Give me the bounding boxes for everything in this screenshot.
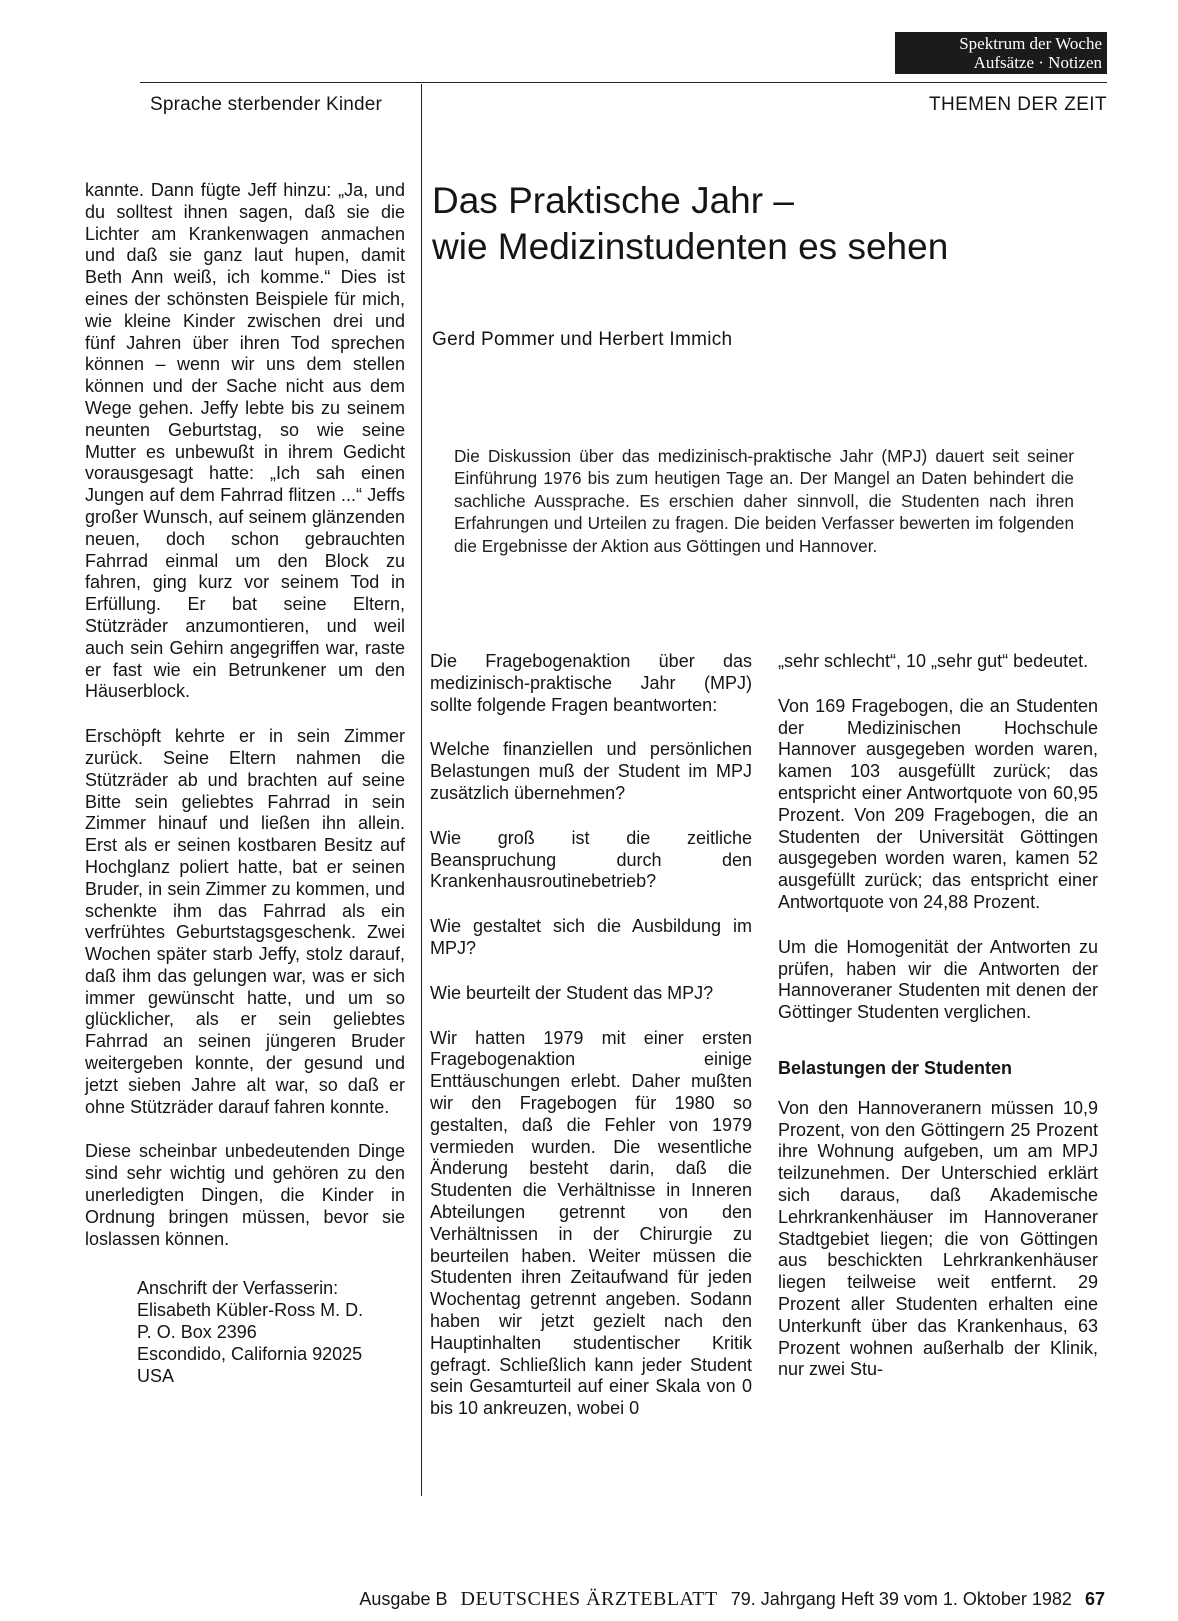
article-title [432,178,1102,270]
author-address [137,1278,405,1387]
paragraph: Diese scheinbar unbedeutenden Dinge sind sehr wichtig und gehören zu den unerledigten Dingen, die Kinder in Ordnung bringen müssen, bevor sie loslassen können. [85,1141,405,1249]
paragraph: Von den Hannoveranern müssen 10,9 Prozent, von den Göttingern 25 Prozent ihre Wohnung aufgeben, um am MPJ teilzunehmen. Der Unterschied erklärt sich daraus, daß Akademische Lehrkrankenhäuser im Hannoveraner Stadtgebiet liegen; die von Göttingen aus beschickten Lehrkrankenhäuser liegen teilweise weit entfernt. 29 Prozent aller Studenten erhalten eine Unterkunft über das Krankenhaus, 63 Prozent wohnen außerhalb der Klinik, nur zwei Stu- [778,1097,1098,1380]
paragraph: Welche finanziellen und persönlichen Belastungen muß der Student im MPJ zusätzlich übernehmen? [430,739,752,803]
page-number: 67 [1084,1589,1105,1609]
paragraph: Von 169 Fragebogen, die an Studenten der Medizinischen Hochschule Hannover ausgegeben worden waren, kamen 103 ausgefüllt zurück; das entspricht einer Antwortquote von 60,95 Prozent. Von 209 Fragebogen, die an Studenten der Universität Göttingen ausgegeben worden waren, kamen 52 ausgefüllt zurück; das entspricht einer Antwortquote von 24,88 Prozent. [778,695,1098,912]
running-head-left: Sprache sterbender Kinder [150,94,383,115]
article-title-line1: Das Praktische Jahr – [432,180,794,221]
page-footer [260,1588,1105,1611]
header-rule [140,82,1107,83]
left-column [85,180,405,1387]
column-divider [421,84,422,1496]
section-badge [895,32,1107,74]
footer-edition: Ausgabe B [359,1589,448,1609]
section-heading: Belastungen der Studenten [778,1057,1013,1078]
paragraph: Die Fragebogenaktion über das medizinisch-praktische Jahr (MPJ) sollte folgende Fragen beantworten: [430,651,752,715]
paragraph: Wie beurteilt der Student das MPJ? [430,982,714,1003]
footer-issue: 79. Jahrgang Heft 39 vom 1. Oktober 1982 [730,1589,1072,1609]
section-badge-line2: Aufsätze · Notizen [973,53,1102,72]
middle-column [430,651,752,1443]
footer-journal: DEUTSCHES ÄRZTEBLATT [460,1588,718,1610]
address-line: Anschrift der Verfasserin: [137,1278,339,1299]
section-badge-line1: Spektrum der Woche [959,34,1102,53]
address-line: USA [137,1365,175,1386]
paragraph: Erschöpft kehrte er in sein Zimmer zurück. Seine Eltern nahmen die Stützräder ab und brachten auf seine Bitte sein geliebtes Fahrrad in sein Zimmer hinauf und ließen ihn allein. Erst als er seinen kostbaren Besitz auf Hochglanz poliert hatte, bat er seinen Bruder, in sein Zimmer zu kommen, und schenkte ihm das Fahrrad als ein verfrühtes Geburtstagsgeschenk. Zwei Wochen später starb Jeffy, stolz darauf, daß ihm das gelungen war, was er sich immer gewünscht hatte, und um so glücklicher, als er sein geliebtes Fahrrad an seinen jüngeren Bruder weitergeben konnte, der gesund und jetzt sieben Jahre alt war, so daß er ohne Stützräder darauf fahren konnte. [85,726,405,1117]
paragraph: Wie groß ist die zeitliche Beanspruchung durch den Krankenhausroutinebetrieb? [430,827,752,892]
paragraph: Wie gestaltet sich die Ausbildung im MPJ? [430,916,752,958]
paragraph: „sehr schlecht“, 10 „sehr gut“ bedeutet. [778,651,1089,671]
paragraph: Um die Homogenität der Antworten zu prüfen, haben wir die Antworten der Hannoveraner Studenten mit denen der Göttinger Studenten verglichen. [778,936,1098,1023]
right-column [778,651,1098,1404]
article-lead: Die Diskussion über das medizinisch-praktische Jahr (MPJ) dauert seit seiner Einführung 1976 bis zum heutigen Tage an. Der Mangel an Daten behindert die sachliche Aussprache. Es erschien daher sinnvoll, die Studenten nach ihren Erfahrungen und Urteilen zu fragen. Die beiden Verfasser bewerten im folgenden die Ergebnisse der Aktion aus Göttingen und Hannover. [454,446,1074,556]
address-line: Elisabeth Kübler-Ross M. D. [137,1300,364,1321]
address-line: Escondido, California 92025 [137,1343,363,1364]
article-authors: Gerd Pommer und Herbert Immich [432,329,733,350]
article-title-line2: wie Medizinstudenten es sehen [432,226,949,267]
paragraph: kannte. Dann fügte Jeff hinzu: „Ja, und du solltest ihnen sagen, daß sie die Lichter am Krankenwagen anmachen und daß sie ganz laut hupen, damit Beth Ann weiß, ich komme.“ Dies ist eines der schönsten Beispiele für mich, wie kleine Kinder zwischen drei und fünf Jahren über ihren Tod sprechen können – wenn wir uns dem stellen können und der Sache nicht aus dem Wege gehen. Jeffy lebte bis zu seinem neunten Geburtstag, so wie seine Mutter es unbewußt in ihrem Gedicht vorausgesagt hatte: „Ich sah einen Jungen auf dem Fahrrad flitzen ...“ Jeffs großer Wunsch, auf seinem glänzenden neuen, doch schon gebrauchten Fahrrad einmal um den Block zu fahren, ging kurz vor seinem Tod in Erfüllung. Er bat seine Eltern, Stützräder anzumontieren, und weil auch sein Gehirn angegriffen war, raste er fast wie ein Betrunkener um den Häuserblock. [85,180,405,702]
paragraph: Wir hatten 1979 mit einer ersten Fragebogenaktion einige Enttäuschungen erlebt. Daher mußten wir den Fragebogen für 1980 so gestalten, daß die Fehler von 1979 vermieden wurden. Die wesentliche Änderung besteht darin, daß die Studenten die Verhältnisse in Inneren Abteilungen getrennt von den Verhältnissen in der Chirurgie zu beurteilen haben. Weiter müssen die Studenten ihren Zeitaufwand für jeden Wochentag getrennt angeben. Sodann haben wir jetzt gezielt nach den Hauptinhalten studentischer Kritik gefragt. Schließlich kann jeder Student sein Gesamturteil auf einer Skala von 0 bis 10 ankreuzen, wobei 0 [430,1027,752,1419]
running-head-right: THEMEN DER ZEIT [928,94,1107,115]
address-line: P. O. Box 2396 [137,1322,257,1343]
